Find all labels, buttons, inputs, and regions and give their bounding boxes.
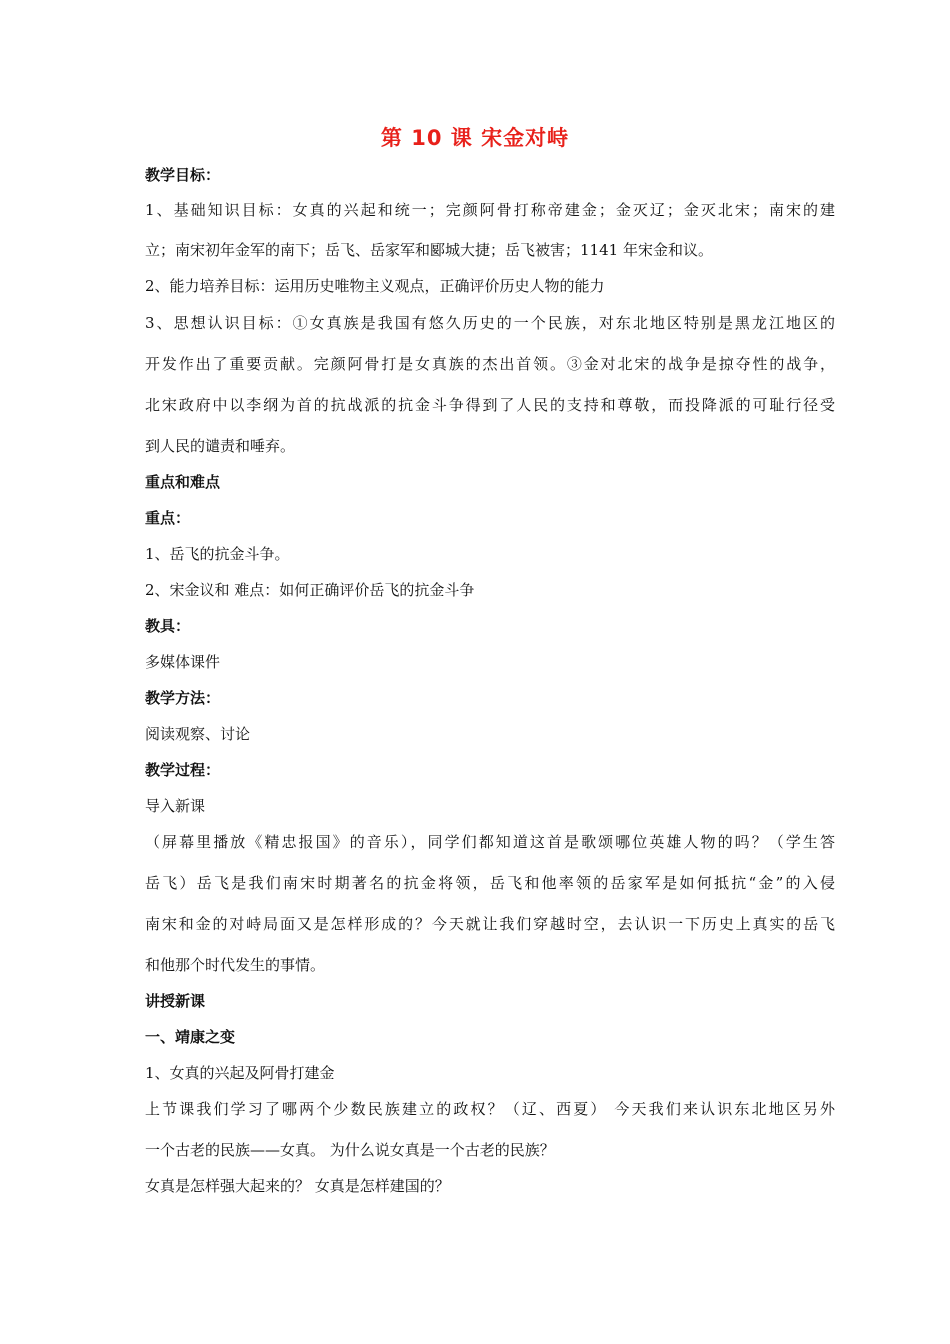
paragraph-line: 阅读观察、讨论 [145, 725, 251, 743]
heading-new-lesson: 讲授新课 [145, 992, 206, 1010]
paragraph-line: 上节课我们学习了哪两个少数民族建立的政权？（辽、西夏） 今天我们来认识东北地区另外 [145, 1100, 835, 1118]
paragraph-line: 3、思想认识目标：①女真族是我国有悠久历史的一个民族，对东北地区特别是黑龙江地区的 [145, 314, 835, 332]
paragraph-line: 2、宋金议和 难点：如何正确评价岳飞的抗金斗争 [145, 581, 475, 599]
paragraph-line: 南宋和金的对峙局面又是怎样形成的？今天就让我们穿越时空，去认识一下历史上真实的岳飞 [145, 915, 835, 933]
paragraph-line: 女真是怎样强大起来的？ 女真是怎样建国的？ [145, 1177, 450, 1195]
heading-key-points: 重点和难点 [145, 473, 221, 491]
heading-methods: 教学方法： [145, 689, 221, 707]
paragraph-line: 到人民的谴责和唾弃。 [145, 437, 296, 455]
paragraph-line: 1、基础知识目标：女真的兴起和统一；完颜阿骨打称帝建金；金灭辽；金灭北宋；南宋的建 [145, 201, 835, 219]
paragraph-line: 1、女真的兴起及阿骨打建金 [145, 1064, 335, 1082]
paragraph-line: 一个古老的民族——女真。 为什么说女真是一个古老的民族？ [145, 1141, 555, 1159]
heading-tools: 教具： [145, 617, 191, 635]
paragraph-line: 岳飞）岳飞是我们南宋时期著名的抗金将领，岳飞和他率领的岳家军是如何抵抗“金”的入侵 [145, 874, 835, 892]
paragraph-line: 北宋政府中以李纲为首的抗战派的抗金斗争得到了人民的支持和尊敬，而投降派的可耻行径受 [145, 396, 835, 414]
heading-focus: 重点： [145, 509, 191, 527]
paragraph-line: 多媒体课件 [145, 653, 221, 671]
page-title: 第 10 课 宋金对峙 [380, 126, 570, 150]
paragraph-line: 立；南宋初年金军的南下；岳飞、岳家军和郾城大捷；岳飞被害；1141 年宋金和议。 [145, 241, 713, 259]
heading-objectives: 教学目标： [145, 166, 221, 184]
paragraph-line: 开发作出了重要贡献。完颜阿骨打是女真族的杰出首领。③金对北宋的战争是掠夺性的战争， [145, 355, 835, 373]
paragraph-line: 2、能力培养目标：运用历史唯物主义观点，正确评价历史人物的能力 [145, 277, 605, 295]
paragraph-line: 1、岳飞的抗金斗争。 [145, 545, 290, 563]
paragraph-line: 导入新课 [145, 797, 206, 815]
paragraph-line: 和他那个时代发生的事情。 [145, 956, 326, 974]
heading-section-one: 一、靖康之变 [145, 1028, 236, 1046]
paragraph-line: （屏幕里播放《精忠报国》的音乐），同学们都知道这首是歌颂哪位英雄人物的吗？（学生答 [145, 833, 835, 851]
heading-process: 教学过程： [145, 761, 221, 779]
